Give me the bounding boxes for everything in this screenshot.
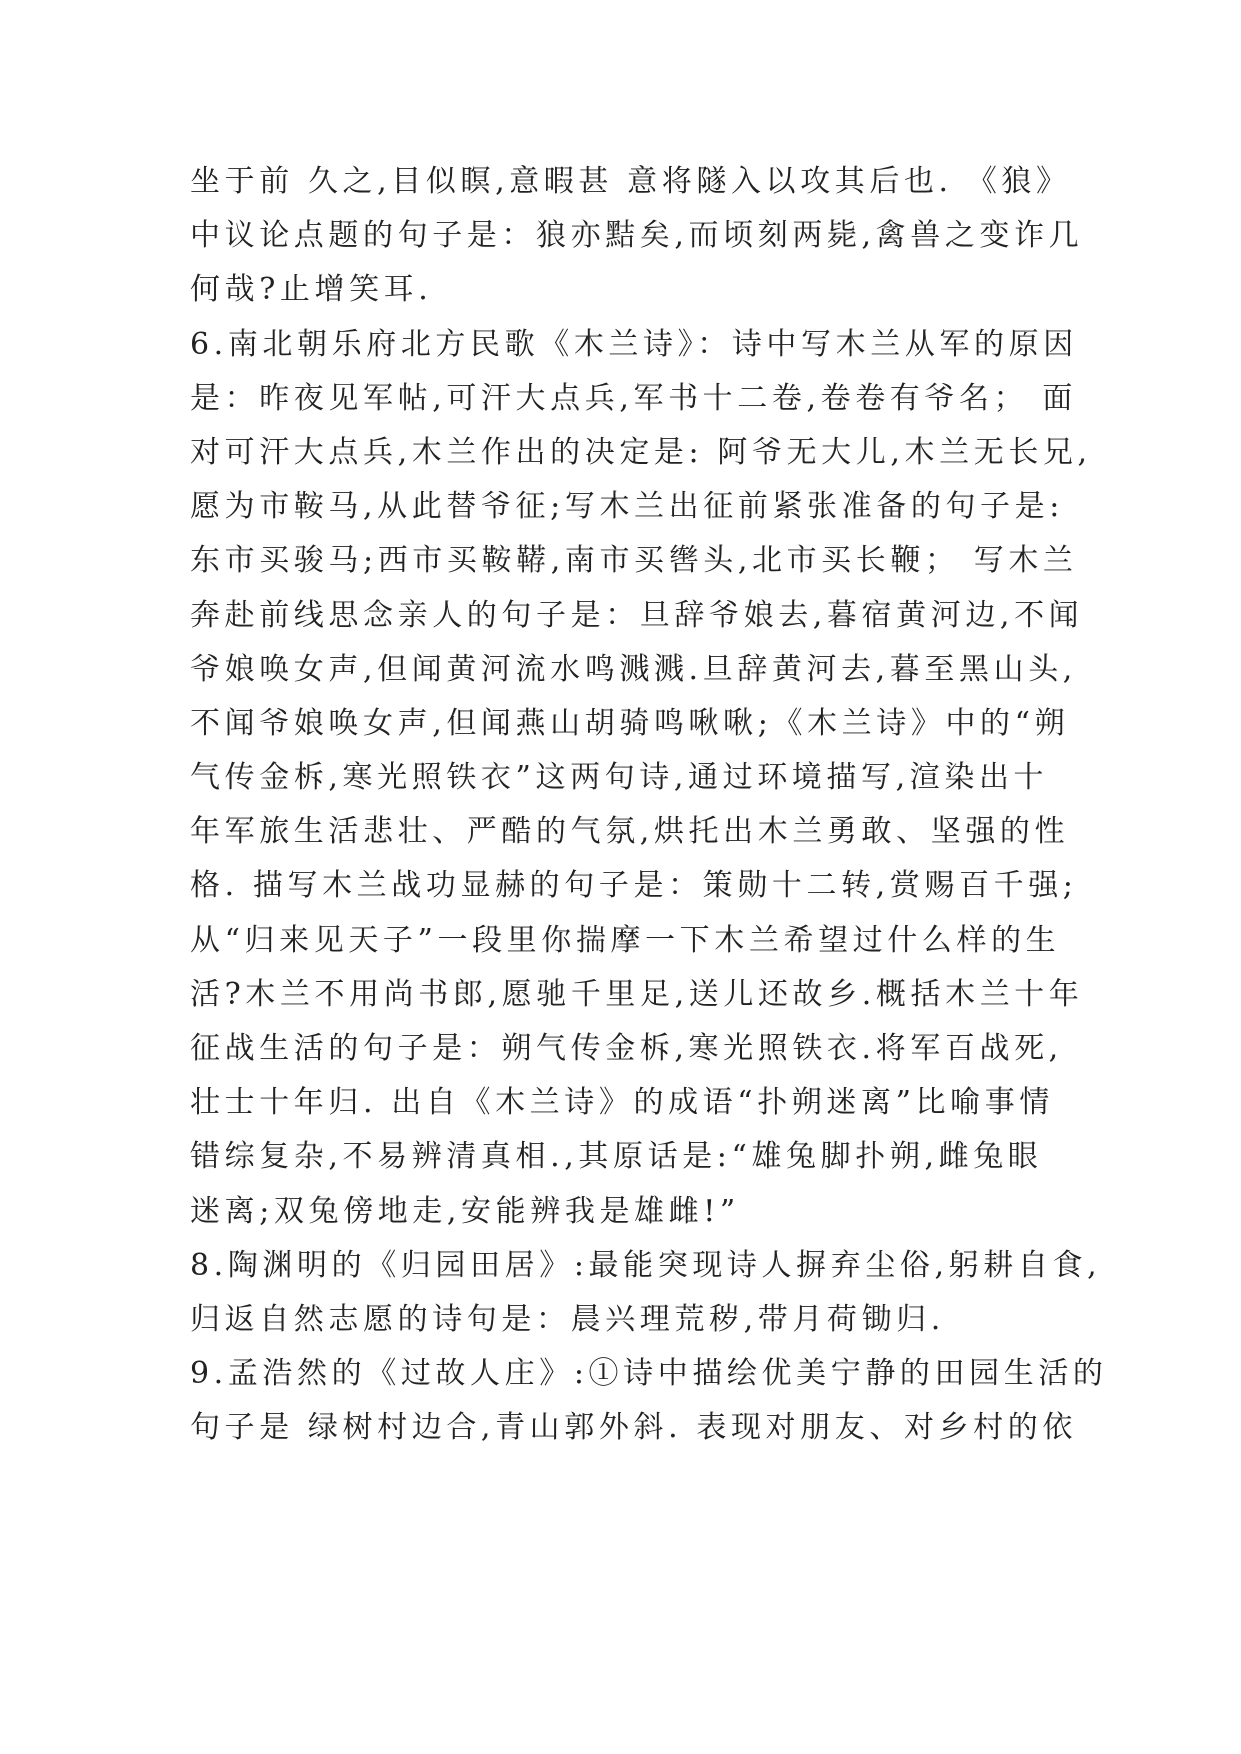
text-line: 句子是 绿树村边合,青山郭外斜. 表现对朋友、对乡村的依	[190, 1410, 1077, 1446]
text-line: 8.陶渊明的《归园田居》:最能突现诗人摒弃尘俗,躬耕自食,	[190, 1247, 1102, 1283]
text-line: 9.孟浩然的《过故人庄》:①诗中描绘优美宁静的田园生活的	[190, 1356, 1108, 1392]
document-body	[190, 155, 1108, 1456]
text-line: 6.南北朝乐府北方民歌《木兰诗》：诗中写木兰从军的原因	[190, 326, 1078, 362]
text-line: 从“归来见天子”一段里你揣摩一下木兰希望过什么样的生	[190, 922, 1061, 958]
text-line: 中议论点题的句子是：狼亦黠矣,而顷刻两毙,禽兽之变诈几	[190, 218, 1084, 254]
text-line: 爷娘唤女声,但闻黄河流水鸣溅溅.旦辞黄河去,暮至黑山头,	[190, 651, 1077, 687]
text-line: 坐于前 久之,目似瞑,意暇甚 意将隧入以攻其后也. 《狼》	[190, 164, 1071, 199]
text-line: 归返自然志愿的诗句是：晨兴理荒秽,带月荷锄归.	[190, 1301, 945, 1337]
text-line: 活?木兰不用尚书郎,愿驰千里足,送儿还故乡.概括木兰十年	[190, 976, 1084, 1012]
text-line: 是：昨夜见军帖,可汗大点兵,军书十二卷,卷卷有爷名； 面	[190, 380, 1077, 416]
text-line: 征战生活的句子是：朔气传金柝,寒光照铁衣.将军百战死,	[190, 1031, 1063, 1066]
text-line: 壮士十年归. 出自《木兰诗》的成语“扑朔迷离”比喻事情	[190, 1085, 1054, 1121]
text-line: 年军旅生活悲壮、严酷的气氛,烘托出木兰勇敢、坚强的性	[190, 814, 1070, 850]
text-line: 何哉?止增笑耳.	[190, 272, 433, 308]
text-line: 气传金柝,寒光照铁衣”这两句诗,通过环境描写,渲染出十	[190, 760, 1049, 796]
text-line: 不闻爷娘唤女声,但闻燕山胡骑鸣啾啾;《木兰诗》中的“朔	[190, 705, 1070, 741]
text-line: 格. 描写木兰战功显赫的句子是：策勋十二转,赏赐百千强;	[190, 868, 1078, 904]
text-line: 错综复杂,不易辨清真相.,其原话是:“雄兔脚扑朔,雌兔眼	[190, 1139, 1043, 1175]
text-line: 迷离;双兔傍地走,安能辨我是雄雌!”	[190, 1193, 740, 1229]
text-line: 奔赴前线思念亲人的句子是：旦辞爷娘去,暮宿黄河边,不闻	[190, 597, 1084, 633]
text-line: 对可汗大点兵,木兰作出的决定是: 阿爷无大儿,木兰无长兄,	[190, 434, 1092, 470]
text-line: 愿为市鞍马,从此替爷征;写木兰出征前紧张准备的句子是:	[190, 489, 1064, 525]
text-line: 东市买骏马;西市买鞍鞯,南市买辔头,北市买长鞭； 写木兰	[190, 543, 1078, 579]
